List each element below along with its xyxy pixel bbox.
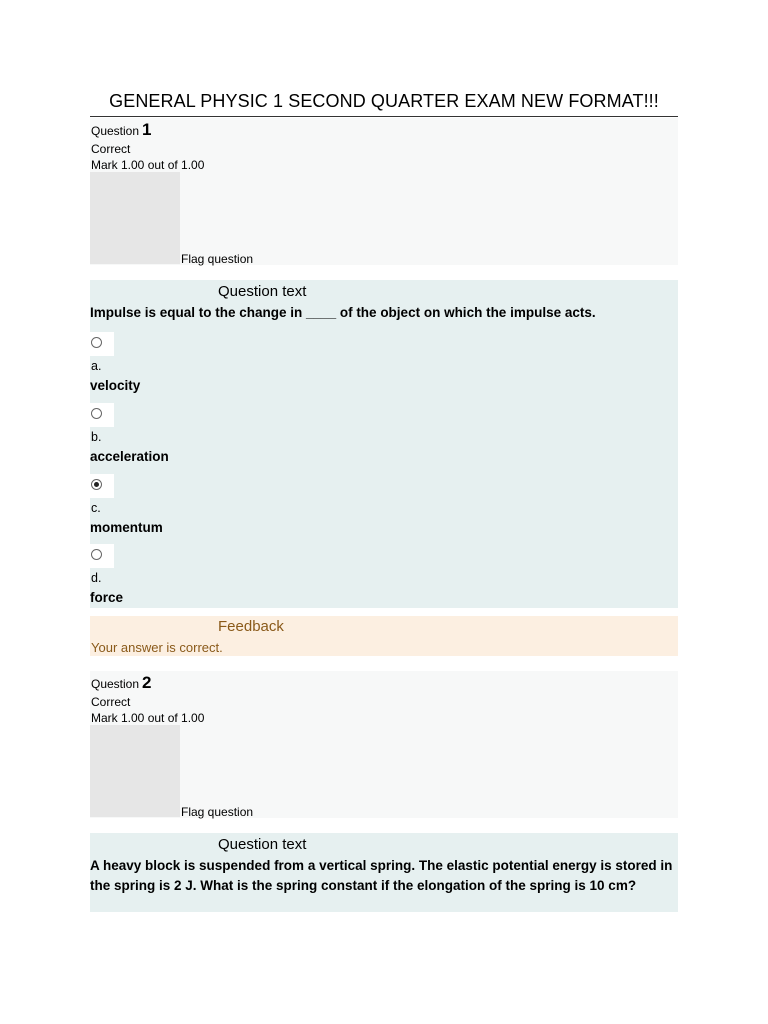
question-text-box-2 <box>90 833 678 912</box>
flag-image-placeholder <box>90 725 180 817</box>
option-a-answer: velocity <box>90 378 141 393</box>
question-text: A heavy block is suspended from a vertical spring. The elastic potential energy is stored in the spring is 2 J. What is the spring constant if the elongation of the spring is 10 cm? <box>90 858 673 893</box>
option-d-answer: force <box>90 590 124 605</box>
question-label-text: Question <box>91 677 140 691</box>
question-label <box>91 120 152 140</box>
question-state: Correct <box>91 695 131 709</box>
option-c-answer: momentum <box>90 520 163 535</box>
question-mark: Mark 1.00 out of 1.00 <box>91 158 205 172</box>
option-b-letter: b. <box>91 430 102 444</box>
feedback-heading: Feedback <box>218 618 284 635</box>
question-number: 2 <box>142 673 152 692</box>
question-text-box-1 <box>90 280 678 608</box>
option-b-radio[interactable] <box>90 403 114 427</box>
option-c-radio[interactable] <box>90 474 114 498</box>
question-text-heading: Question text <box>218 836 307 853</box>
question-number: 1 <box>142 120 152 139</box>
radio-circle-icon <box>91 549 102 560</box>
option-a-letter: a. <box>91 359 102 373</box>
option-c-letter: c. <box>91 501 101 515</box>
question-info-2 <box>90 671 678 818</box>
question-state: Correct <box>91 142 131 156</box>
option-b-answer: acceleration <box>90 449 169 464</box>
question-label-text: Question <box>91 124 140 138</box>
question-text: Impulse is equal to the change in ____ of the object on which the impulse acts. <box>90 305 596 320</box>
option-d-letter: d. <box>91 571 102 585</box>
question-text-heading: Question text <box>218 283 307 300</box>
option-d-radio[interactable] <box>90 544 114 568</box>
flag-question-link[interactable]: Flag question <box>181 252 254 266</box>
question-info-1 <box>90 118 678 265</box>
document-title: GENERAL PHYSIC 1 SECOND QUARTER EXAM NEW FORMAT!!! <box>90 91 678 117</box>
feedback-box <box>90 616 678 656</box>
question-mark: Mark 1.00 out of 1.00 <box>91 711 205 725</box>
question-label <box>91 673 152 693</box>
radio-checked-icon <box>91 479 102 490</box>
option-a-radio[interactable] <box>90 332 114 356</box>
flag-image-placeholder <box>90 172 180 264</box>
radio-circle-icon <box>91 408 102 419</box>
radio-circle-icon <box>91 337 102 348</box>
feedback-text: Your answer is correct. <box>91 640 223 655</box>
flag-question-link[interactable]: Flag question <box>181 805 254 819</box>
